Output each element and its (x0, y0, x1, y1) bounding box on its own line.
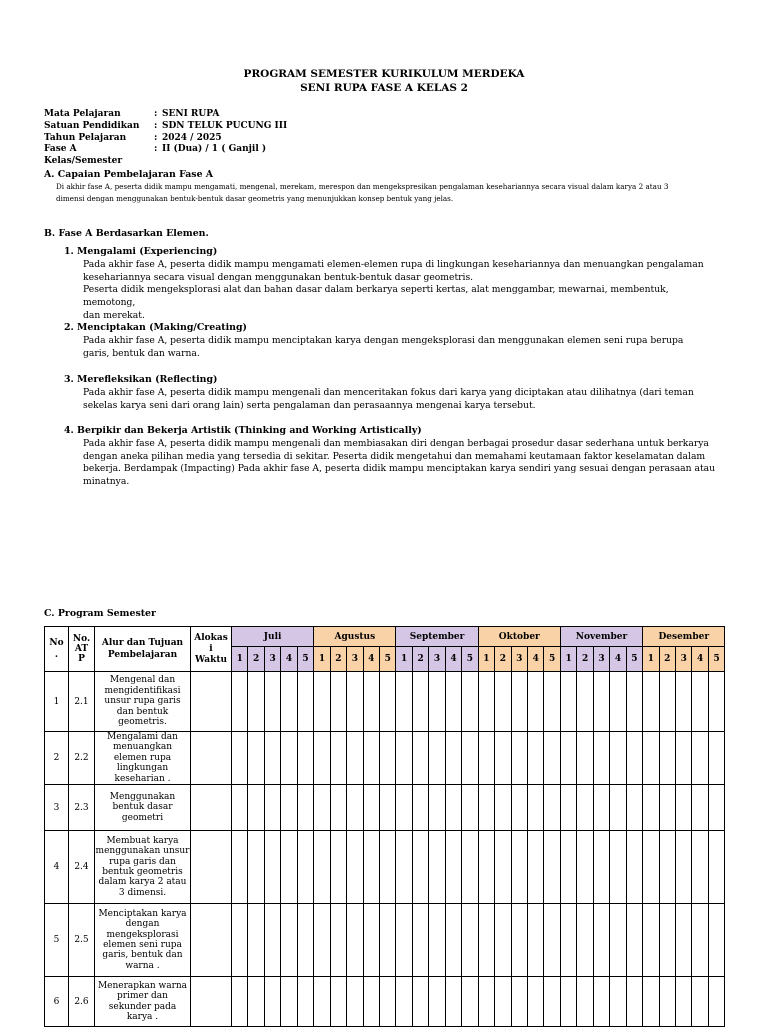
week-cell (560, 785, 576, 831)
atp-number-cell: 2.3 (69, 785, 95, 831)
week-cell (692, 831, 708, 904)
week-cell (363, 785, 379, 831)
atp-number-cell: 2.2 (69, 732, 95, 785)
week-header: 2 (330, 647, 346, 672)
objective-cell: Menciptakan karya dengan mengeksplorasi elemen seni rupa garis, bentuk dan warna . (95, 904, 191, 977)
week-cell (708, 977, 724, 1027)
week-cell (626, 977, 642, 1027)
week-header: 3 (676, 647, 692, 672)
meta-colon: : (154, 132, 158, 143)
week-header: 2 (659, 647, 675, 672)
header-time-allocation: Alokas i Waktu (191, 627, 232, 672)
week-cell (676, 977, 692, 1027)
element-heading-reflecting: 3. Merefleksikan (Reflecting) (64, 374, 218, 385)
week-cell (643, 904, 659, 977)
week-header: 1 (643, 647, 659, 672)
week-cell (429, 672, 445, 732)
week-cell (281, 904, 297, 977)
table-header-row-months (45, 627, 725, 647)
header-no: No . (45, 627, 69, 672)
atp-number-cell: 2.1 (69, 672, 95, 732)
week-cell (264, 831, 280, 904)
week-cell (478, 672, 494, 732)
week-cell (577, 831, 593, 904)
week-cell (248, 732, 264, 785)
week-cell (610, 904, 626, 977)
week-cell (676, 672, 692, 732)
meta-colon: : (154, 120, 158, 131)
week-cell (478, 831, 494, 904)
element-heading-experiencing: 1. Mengalami (Experiencing) (64, 246, 218, 257)
week-header: 3 (264, 647, 280, 672)
week-cell (445, 672, 461, 732)
week-cell (577, 732, 593, 785)
week-cell (429, 904, 445, 977)
week-cell (528, 904, 544, 977)
week-cell (692, 732, 708, 785)
meta-label: Satuan Pendidikan (44, 120, 140, 131)
week-cell (462, 672, 479, 732)
week-cell (379, 672, 395, 732)
week-cell (264, 977, 280, 1027)
month-header-september: September (396, 627, 478, 647)
meta-row-subject (44, 109, 287, 121)
week-cell (314, 785, 330, 831)
week-cell (330, 732, 346, 785)
meta-colon: : (154, 109, 158, 119)
week-cell (347, 672, 363, 732)
week-cell (429, 732, 445, 785)
table-row (45, 732, 725, 785)
week-cell (232, 732, 248, 785)
week-cell (297, 732, 313, 785)
week-cell (528, 732, 544, 785)
week-cell (577, 977, 593, 1027)
meta-value: 2024 / 2025 (162, 132, 222, 143)
week-cell (511, 785, 527, 831)
section-a-heading: A. Capaian Pembelajaran Fase A (44, 169, 214, 180)
text-line: Pada akhir fase A, peserta didik mampu mengenali dan menceritakan fokus dari karya yang diciptakan atau dilihatnya (dari teman (83, 387, 694, 398)
week-cell (314, 831, 330, 904)
week-cell (528, 785, 544, 831)
week-cell (248, 904, 264, 977)
week-cell (495, 732, 511, 785)
week-cell (412, 672, 428, 732)
week-cell (412, 831, 428, 904)
week-cell (560, 732, 576, 785)
row-number-cell: 5 (45, 904, 69, 977)
document-subtitle: SENI RUPA FASE A KELAS 2 (300, 82, 468, 94)
week-cell (363, 904, 379, 977)
text-line: dengan aneka pilihan media yang tersedia di sekitar. Peserta didik mengetahui dan memahami keutamaan faktor keselamatan dalam (83, 450, 706, 462)
week-cell (445, 904, 461, 977)
month-header-agustus: Agustus (314, 627, 396, 647)
text-line: minatnya. (83, 476, 130, 488)
week-header: 3 (429, 647, 445, 672)
week-cell (462, 904, 479, 977)
week-header: 2 (412, 647, 428, 672)
week-cell (478, 732, 494, 785)
week-cell (577, 672, 593, 732)
week-cell (281, 672, 297, 732)
week-cell (462, 732, 479, 785)
week-cell (363, 831, 379, 904)
element-heading-artistic: 4. Berpikir dan Bekerja Artistik (Thinking and Working Artistically) (64, 425, 422, 436)
week-cell (445, 831, 461, 904)
week-cell (363, 732, 379, 785)
week-cell (692, 785, 708, 831)
week-cell (659, 672, 675, 732)
week-cell (314, 904, 330, 977)
row-number-cell: 3 (45, 785, 69, 831)
week-cell (495, 977, 511, 1027)
week-cell (495, 904, 511, 977)
week-header: 3 (511, 647, 527, 672)
week-cell (248, 672, 264, 732)
week-cell (445, 977, 461, 1027)
week-cell (281, 732, 297, 785)
week-cell (478, 785, 494, 831)
week-cell (347, 785, 363, 831)
week-cell (659, 904, 675, 977)
week-cell (495, 785, 511, 831)
week-cell (264, 904, 280, 977)
week-cell (610, 732, 626, 785)
week-cell (412, 904, 428, 977)
week-cell (643, 672, 659, 732)
objective-cell: Membuat karya menggunakan unsur rupa garis dan bentuk geometris dalam karya 2 atau 3 dimensi. (95, 831, 191, 904)
element-text-creating (83, 335, 723, 360)
table-row (45, 672, 725, 732)
week-cell (626, 831, 642, 904)
week-cell (232, 904, 248, 977)
week-cell (593, 672, 609, 732)
atp-number-cell: 2.6 (69, 977, 95, 1027)
text-line: kesehariannya secara visual dengan menggunakan bentuk-bentuk dasar geometris. (83, 271, 474, 283)
week-cell (593, 904, 609, 977)
week-cell (643, 831, 659, 904)
text-line: Peserta didik mengeksplorasi alat dan bahan dasar dalam berkarya seperti kertas, alat menggambar, mewarnai, membentuk, memotong, (83, 284, 669, 309)
month-header-november: November (560, 627, 642, 647)
week-cell (708, 904, 724, 977)
week-cell (544, 785, 560, 831)
meta-label: Fase A Kelas/Semester (44, 144, 123, 167)
objective-cell: Mengalami dan menuangkan elemen rupa lingkungan keseharian . (95, 732, 191, 785)
week-cell (692, 904, 708, 977)
week-cell (676, 904, 692, 977)
week-cell (379, 785, 395, 831)
week-cell (347, 904, 363, 977)
week-cell (297, 672, 313, 732)
section-a-text (56, 181, 716, 204)
week-header: 4 (692, 647, 708, 672)
week-cell (610, 977, 626, 1027)
week-cell (462, 831, 479, 904)
week-cell (314, 672, 330, 732)
row-number-cell: 4 (45, 831, 69, 904)
text-line: sekelas karya seni dari orang lain) serta pengalaman dan perasaannya mengenai karya tersebut. (83, 399, 536, 411)
week-cell (412, 785, 428, 831)
week-cell (248, 831, 264, 904)
week-cell (528, 831, 544, 904)
text-line: bekerja. Berdampak (Impacting) Pada akhir fase A, peserta didik mampu menciptakan karya sendiri yang sesuai dengan perasaan atau (83, 463, 716, 475)
week-cell (281, 785, 297, 831)
week-cell (478, 904, 494, 977)
week-cell (544, 977, 560, 1027)
week-cell (610, 672, 626, 732)
week-cell (495, 672, 511, 732)
week-cell (347, 831, 363, 904)
week-cell (297, 904, 313, 977)
identity-block (44, 109, 287, 168)
section-b-heading: B. Fase A Berdasarkan Elemen. (44, 228, 209, 239)
element-heading-creating: 2. Menciptakan (Making/Creating) (64, 322, 247, 333)
document-title: PROGRAM SEMESTER KURIKULUM MERDEKA (243, 68, 525, 80)
time-allocation-cell (191, 977, 232, 1027)
week-cell (248, 977, 264, 1027)
week-cell (643, 977, 659, 1027)
week-header: 5 (544, 647, 560, 672)
week-cell (281, 831, 297, 904)
week-cell (363, 672, 379, 732)
week-cell (232, 977, 248, 1027)
week-cell (610, 785, 626, 831)
week-cell (528, 977, 544, 1027)
time-allocation-cell (191, 831, 232, 904)
week-header: 4 (610, 647, 626, 672)
week-header: 5 (708, 647, 724, 672)
week-cell (379, 904, 395, 977)
week-cell (232, 785, 248, 831)
row-number-cell: 2 (45, 732, 69, 785)
week-cell (643, 785, 659, 831)
week-cell (577, 904, 593, 977)
week-cell (577, 785, 593, 831)
week-cell (396, 672, 412, 732)
week-cell (379, 732, 395, 785)
table-row (45, 904, 725, 977)
week-header: 4 (363, 647, 379, 672)
week-cell (445, 785, 461, 831)
week-cell (363, 977, 379, 1027)
text-line: Pada akhir fase A, peserta didik mampu menciptakan karya dengan mengeksplorasi dan menggunakan elemen seni rupa berupa (83, 335, 684, 346)
week-cell (232, 672, 248, 732)
section-a-line: dimensi dengan menggunakan bentuk-bentuk dasar geometris yang menunjukkan konsep bentuk yang jelas. (56, 193, 454, 203)
week-header: 3 (347, 647, 363, 672)
week-cell (347, 977, 363, 1027)
week-header: 5 (379, 647, 395, 672)
week-cell (593, 732, 609, 785)
week-cell (659, 785, 675, 831)
week-cell (560, 831, 576, 904)
week-cell (445, 732, 461, 785)
time-allocation-cell (191, 785, 232, 831)
week-cell (462, 977, 479, 1027)
week-cell (429, 785, 445, 831)
week-cell (396, 904, 412, 977)
meta-row-class (44, 144, 287, 168)
week-cell (248, 785, 264, 831)
week-cell (264, 732, 280, 785)
week-cell (429, 977, 445, 1027)
text-line: Pada akhir fase A, peserta didik mampu mengenali dan membiasakan diri dengan berbagai prosedur dasar sederhana untuk berkarya (83, 438, 709, 449)
header-atp-number: No. AT P (69, 627, 95, 672)
week-cell (281, 977, 297, 1027)
header-learning-objectives: Alur dan Tujuan Pembelajaran (95, 627, 191, 672)
text-line: dan merekat. (83, 309, 145, 321)
week-cell (544, 672, 560, 732)
week-header: 1 (314, 647, 330, 672)
time-allocation-cell (191, 732, 232, 785)
week-cell (544, 904, 560, 977)
week-header: 1 (478, 647, 494, 672)
week-cell (626, 672, 642, 732)
week-cell (478, 977, 494, 1027)
week-header: 5 (462, 647, 479, 672)
week-cell (396, 785, 412, 831)
week-cell (708, 672, 724, 732)
meta-colon: : (154, 144, 158, 155)
week-cell (593, 785, 609, 831)
week-cell (330, 904, 346, 977)
week-cell (626, 785, 642, 831)
week-cell (429, 831, 445, 904)
week-cell (544, 831, 560, 904)
element-text-artistic (83, 438, 723, 489)
week-cell (379, 831, 395, 904)
week-cell (396, 732, 412, 785)
week-cell (314, 732, 330, 785)
meta-value: SENI RUPA (162, 109, 220, 119)
week-cell (626, 732, 642, 785)
element-text-reflecting (83, 387, 723, 412)
week-header: 4 (445, 647, 461, 672)
table-row (45, 831, 725, 904)
week-header: 4 (528, 647, 544, 672)
week-cell (412, 977, 428, 1027)
semester-program-table (44, 626, 725, 1027)
week-cell (708, 732, 724, 785)
week-header: 1 (560, 647, 576, 672)
row-number-cell: 6 (45, 977, 69, 1027)
week-cell (560, 904, 576, 977)
week-cell (544, 732, 560, 785)
week-cell (511, 672, 527, 732)
week-cell (511, 831, 527, 904)
week-cell (708, 785, 724, 831)
month-header-desember: Desember (643, 627, 725, 647)
objective-cell: Menggunakan bentuk dasar geometri (95, 785, 191, 831)
week-cell (692, 672, 708, 732)
week-cell (560, 977, 576, 1027)
week-cell (330, 977, 346, 1027)
week-cell (232, 831, 248, 904)
week-header: 1 (232, 647, 248, 672)
meta-row-year (44, 133, 287, 145)
week-cell (692, 977, 708, 1027)
week-cell (297, 785, 313, 831)
week-cell (396, 977, 412, 1027)
meta-row-school (44, 121, 287, 133)
week-header: 2 (495, 647, 511, 672)
week-cell (659, 831, 675, 904)
week-header: 2 (577, 647, 593, 672)
week-cell (297, 977, 313, 1027)
objective-cell: Mengenal dan mengidentifikasi unsur rupa garis dan bentuk geometris. (95, 672, 191, 732)
week-cell (676, 785, 692, 831)
month-header-oktober: Oktober (478, 627, 560, 647)
week-cell (610, 831, 626, 904)
week-cell (560, 672, 576, 732)
week-cell (462, 785, 479, 831)
text-line: garis, bentuk dan warna. (83, 347, 200, 359)
week-header: 5 (297, 647, 313, 672)
month-header-juli: Juli (232, 627, 314, 647)
week-cell (676, 831, 692, 904)
week-cell (379, 977, 395, 1027)
meta-label: Tahun Pelajaran (44, 132, 127, 143)
table-row (45, 785, 725, 831)
objective-cell: Menerapkan warna primer dan sekunder pada karya . (95, 977, 191, 1027)
atp-number-cell: 2.5 (69, 904, 95, 977)
week-cell (593, 831, 609, 904)
week-header: 5 (626, 647, 642, 672)
week-cell (676, 732, 692, 785)
week-cell (495, 831, 511, 904)
week-cell (297, 831, 313, 904)
week-cell (330, 831, 346, 904)
week-cell (511, 732, 527, 785)
week-cell (314, 977, 330, 1027)
table-row (45, 977, 725, 1027)
time-allocation-cell (191, 904, 232, 977)
week-cell (511, 977, 527, 1027)
week-cell (330, 672, 346, 732)
meta-value: SDN TELUK PUCUNG III (162, 120, 288, 131)
week-cell (396, 831, 412, 904)
section-c-heading: C. Program Semester (44, 608, 156, 619)
week-header: 3 (593, 647, 609, 672)
element-text-experiencing (83, 259, 723, 323)
week-cell (659, 732, 675, 785)
week-cell (659, 977, 675, 1027)
week-cell (708, 831, 724, 904)
week-cell (511, 904, 527, 977)
section-a-line: Di akhir fase A, peserta didik mampu mengamati, mengenal, merekam, merespon dan mengekspresikan pengalaman kesehariannya secara visual dalam karya 2 atau 3 (56, 182, 669, 191)
row-number-cell: 1 (45, 672, 69, 732)
week-cell (264, 785, 280, 831)
week-header: 2 (248, 647, 264, 672)
meta-label: Mata Pelajaran (44, 109, 121, 119)
text-line: Pada akhir fase A, peserta didik mampu mengamati elemen-elemen rupa di lingkungan kesehariannya dan menuangkan pengalaman (83, 259, 704, 270)
week-cell (626, 904, 642, 977)
week-cell (264, 672, 280, 732)
week-cell (593, 977, 609, 1027)
time-allocation-cell (191, 672, 232, 732)
meta-value: II (Dua) / 1 ( Ganjil ) (162, 144, 267, 155)
week-header: 4 (281, 647, 297, 672)
week-cell (347, 732, 363, 785)
week-cell (330, 785, 346, 831)
week-cell (528, 672, 544, 732)
week-cell (412, 732, 428, 785)
atp-number-cell: 2.4 (69, 831, 95, 904)
week-cell (643, 732, 659, 785)
week-header: 1 (396, 647, 412, 672)
